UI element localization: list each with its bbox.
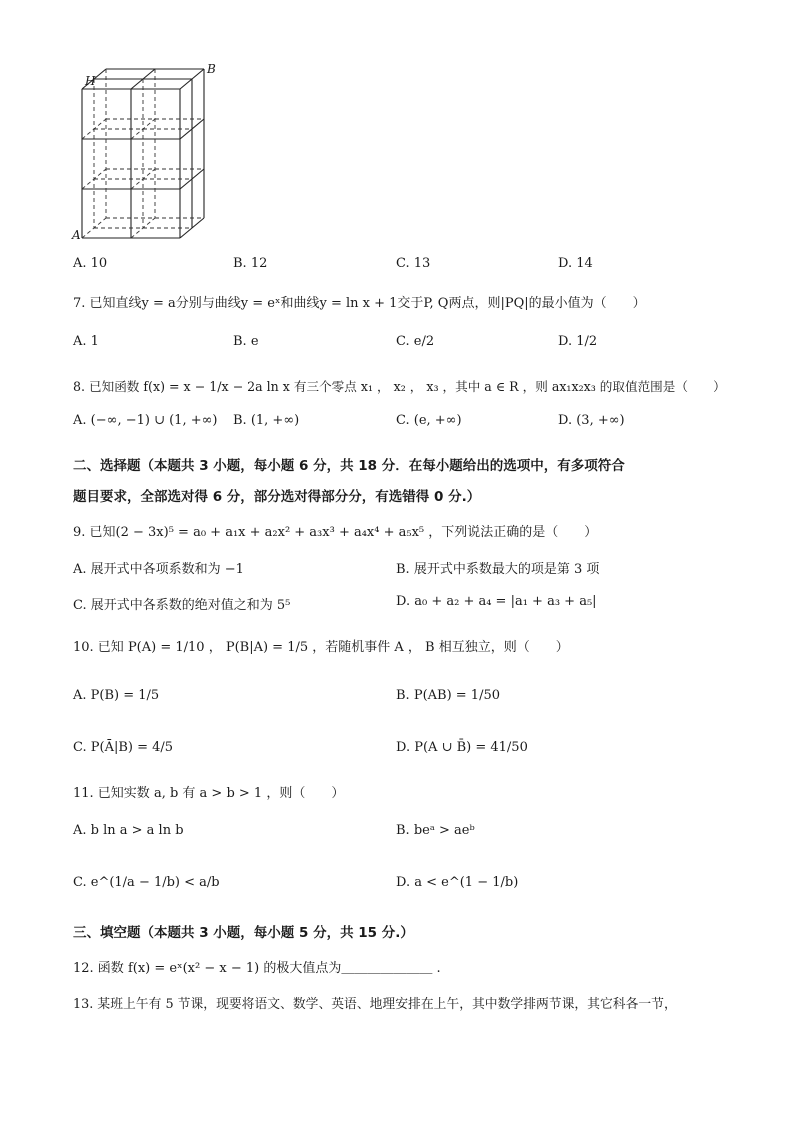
q8-option-c[interactable]: C. (e, +∞) <box>396 413 462 428</box>
q10-option-a[interactable]: A. P(B) = 1/5 <box>73 688 160 703</box>
q6-option-b[interactable]: B. 12 <box>233 256 268 271</box>
q6-option-c[interactable]: C. 13 <box>396 256 431 271</box>
q9-option-a[interactable]: A. 展开式中各项系数和为 −1 <box>73 562 244 577</box>
section-2-heading-line2: 题目要求，全部选对得 6 分，部分选对得部分分，有选错得 0 分.） <box>73 489 481 505</box>
q7-option-a[interactable]: A. 1 <box>73 334 99 349</box>
figure-label-a: A <box>72 228 81 242</box>
q8-option-b[interactable]: B. (1, +∞) <box>233 413 300 428</box>
q13-stem: 13. 某班上午有 5 节课，现要将语文、数学、英语、地理安排在上午，其中数学排两节课，其它科各一节， <box>73 997 677 1012</box>
q7-option-d[interactable]: D. 1/2 <box>558 334 598 349</box>
q11-stem: 11. 已知实数 a, b 有 a > b > 1 ，则（ ） <box>73 786 345 801</box>
figure-label-h: H <box>85 74 96 88</box>
q7-option-c[interactable]: C. e/2 <box>396 334 435 349</box>
q11-option-c[interactable]: C. e^(1/a − 1/b) < a/b <box>73 875 220 890</box>
figure-label-b: B <box>207 62 216 76</box>
q9-option-b[interactable]: B. 展开式中系数最大的项是第 3 项 <box>396 562 600 577</box>
q9-option-d[interactable]: D. a₀ + a₂ + a₄ = |a₁ + a₃ + a₅| <box>396 594 597 609</box>
q6-option-d[interactable]: D. 14 <box>558 256 593 271</box>
section-2-heading-line1: 二、选择题（本题共 3 小题，每小题 6 分，共 18 分．在每小题给出的选项中，有多项符合 <box>73 458 625 474</box>
q8-stem: 8. 已知函数 f(x) = x − 1/x − 2a ln x 有三个零点 x₁ ， x₂ ， x₃ ，其中 a ∈ R ，则 ax₁x₂x₃ 的取值范围是（ ） <box>73 379 726 394</box>
q7-option-b[interactable]: B. e <box>233 334 259 349</box>
q11-option-b[interactable]: B. beᵃ > aeᵇ <box>396 823 475 838</box>
q9-stem: 9. 已知(2 − 3x)⁵ = a₀ + a₁x + a₂x² + a₃x³ + a₄x⁴ + a₅x⁵ ，下列说法正确的是（ ） <box>73 525 598 540</box>
q12-stem: 12. 函数 f(x) = eˣ(x² − x − 1) 的极大值点为＿＿＿＿＿＿＿ . <box>73 961 441 976</box>
q9-option-c[interactable]: C. 展开式中各系数的绝对值之和为 5⁵ <box>73 598 291 613</box>
q10-option-b[interactable]: B. P(AB) = 1/50 <box>396 688 500 703</box>
q11-option-a[interactable]: A. b ln a > a ln b <box>73 823 184 838</box>
cube-stack-figure <box>60 60 230 250</box>
section-3-heading: 三、填空题（本题共 3 小题，每小题 5 分，共 15 分.） <box>73 925 414 941</box>
q7-stem: 7. 已知直线y = a分别与曲线y = eˣ和曲线y = ln x + 1交于P, Q两点，则|PQ|的最小值为（ ） <box>73 296 646 311</box>
q8-option-d[interactable]: D. (3, +∞) <box>558 413 625 428</box>
q11-option-d[interactable]: D. a < e^(1 − 1/b) <box>396 875 519 890</box>
q6-option-a[interactable]: A. 10 <box>73 256 108 271</box>
q10-option-d[interactable]: D. P(A ∪ B̄) = 41/50 <box>396 740 528 755</box>
q10-stem: 10. 已知 P(A) = 1/10 ， P(B|A) = 1/5 ，若随机事件 A ， B 相互独立，则（ ） <box>73 640 569 655</box>
q10-option-c[interactable]: C. P(Ā|B) = 4/5 <box>73 740 174 755</box>
q8-option-a[interactable]: A. (−∞, −1) ∪ (1, +∞) <box>73 413 218 428</box>
